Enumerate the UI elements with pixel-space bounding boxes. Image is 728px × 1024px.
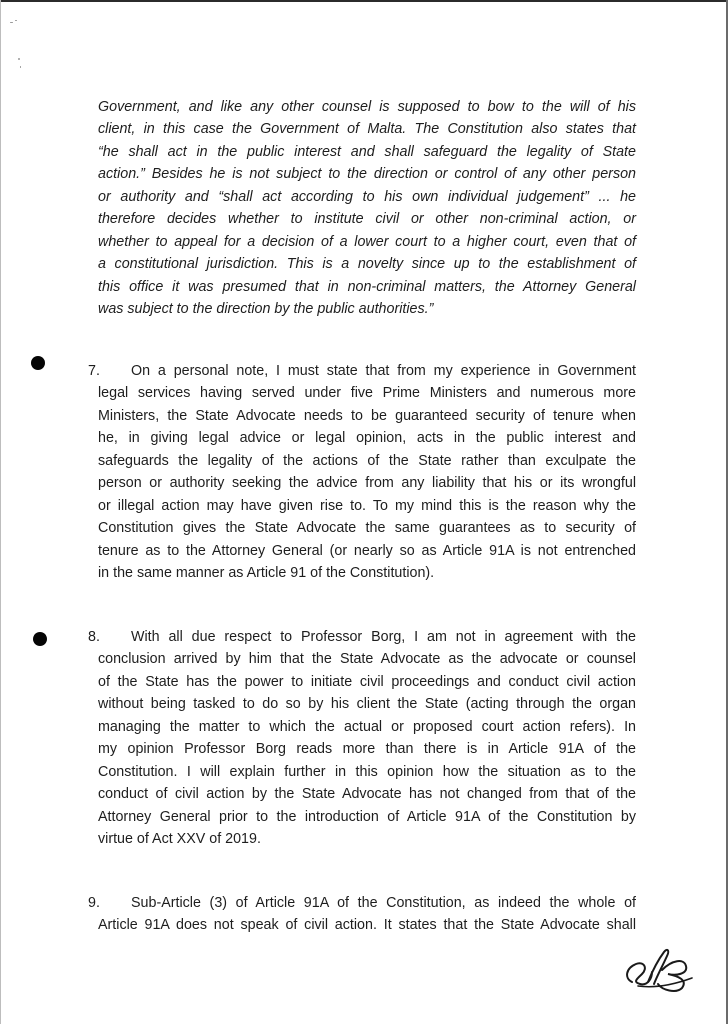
scan-edge-left bbox=[0, 0, 1, 1024]
paragraph-line: conduct of civil action by the State Advocate has not changed from that of the bbox=[98, 786, 636, 802]
quote-line: “he shall act in the public interest and shall safeguard the legality of State bbox=[98, 144, 636, 160]
scan-edge-top bbox=[0, 0, 728, 2]
quote-line: or authority and “shall act according to his own individual judgement” ... he bbox=[98, 189, 636, 205]
scan-speck bbox=[10, 22, 13, 23]
paragraph-line: With all due respect to Professor Borg, I am not in agreement with the bbox=[131, 629, 636, 645]
paragraph-number: 9. bbox=[88, 895, 100, 911]
quote-line: client, in this case the Government of Malta. The Constitution also states that bbox=[98, 121, 636, 137]
scan-speck bbox=[18, 58, 20, 60]
paragraph-line: Constitution. I will explain further in this opinion how the situation as to the bbox=[98, 764, 636, 780]
paragraph-line: Ministers, the State Advocate needs to be guaranteed security of tenure when bbox=[98, 408, 636, 424]
quote-line: this office it was presumed that in non-criminal matters, the Attorney General bbox=[98, 279, 636, 295]
paragraph-line: On a personal note, I must state that from my experience in Government bbox=[131, 363, 636, 379]
paragraph-line: tenure as to the Attorney General (or nearly so as Article 91A is not entrenched bbox=[98, 543, 636, 559]
quote-line: a constitutional jurisdiction. This is a novelty since up to the establishment of bbox=[98, 256, 636, 272]
paragraph-line: Constitution gives the State Advocate the same guarantees as to security of bbox=[98, 520, 636, 536]
paragraph-line: without being tasked to do so by his client the State (acting through the organ bbox=[98, 696, 636, 712]
scan-speck bbox=[15, 20, 17, 21]
quote-line: was subject to the direction by the public authorities.” bbox=[98, 301, 434, 317]
paragraph-line: person or authority seeking the advice from any liability that his or its wrongful bbox=[98, 475, 636, 491]
quote-line: therefore decides whether to institute civil or other non-criminal action, or bbox=[98, 211, 636, 227]
quote-line: action.” Besides he is not subject to the direction or control of any other person bbox=[98, 166, 636, 182]
paragraph-line: Article 91A does not speak of civil action. It states that the State Advocate shall bbox=[98, 917, 636, 933]
paragraph-line: conclusion arrived by him that the State Advocate as the advocate or counsel bbox=[98, 651, 636, 667]
paragraph-line: my opinion Professor Borg reads more than there is in Article 91A of the bbox=[98, 741, 636, 757]
paragraph-line: in the same manner as Article 91 of the Constitution). bbox=[98, 565, 435, 581]
paragraph-line: he, in giving legal advice or legal opinion, acts in the public interest and bbox=[98, 430, 636, 446]
scan-speck bbox=[20, 66, 21, 68]
paragraph-line: managing the matter to which the actual or proposed court action refers). In bbox=[98, 719, 636, 735]
quote-line: whether to appeal for a decision of a lower court to a higher court, even that of bbox=[98, 234, 636, 250]
punch-hole-mark bbox=[33, 632, 47, 646]
paragraph-number: 7. bbox=[88, 363, 100, 379]
paragraph-line: Sub-Article (3) of Article 91A of the Constitution, as indeed the whole of bbox=[131, 895, 636, 911]
paragraph-number: 8. bbox=[88, 629, 100, 645]
paragraph-line: Attorney General prior to the introduction of Article 91A of the Constitution by bbox=[98, 809, 636, 825]
paragraph-line: or illegal action may have given rise to. To my mind this is the reason why the bbox=[98, 498, 636, 514]
paragraph-line: virtue of Act XXV of 2019. bbox=[98, 831, 261, 847]
paragraph-line: safeguards the legality of the actions of the State rather than exculpate the bbox=[98, 453, 636, 469]
punch-hole-mark bbox=[31, 356, 45, 370]
paragraph-line: legal services having served under five Prime Ministers and numerous more bbox=[98, 385, 636, 401]
quote-line: Government, and like any other counsel is supposed to bow to the will of his bbox=[98, 99, 636, 115]
paragraph-line: of the State has the power to initiate civil proceedings and conduct civil action bbox=[98, 674, 636, 690]
handwritten-signature-icon bbox=[618, 938, 698, 996]
